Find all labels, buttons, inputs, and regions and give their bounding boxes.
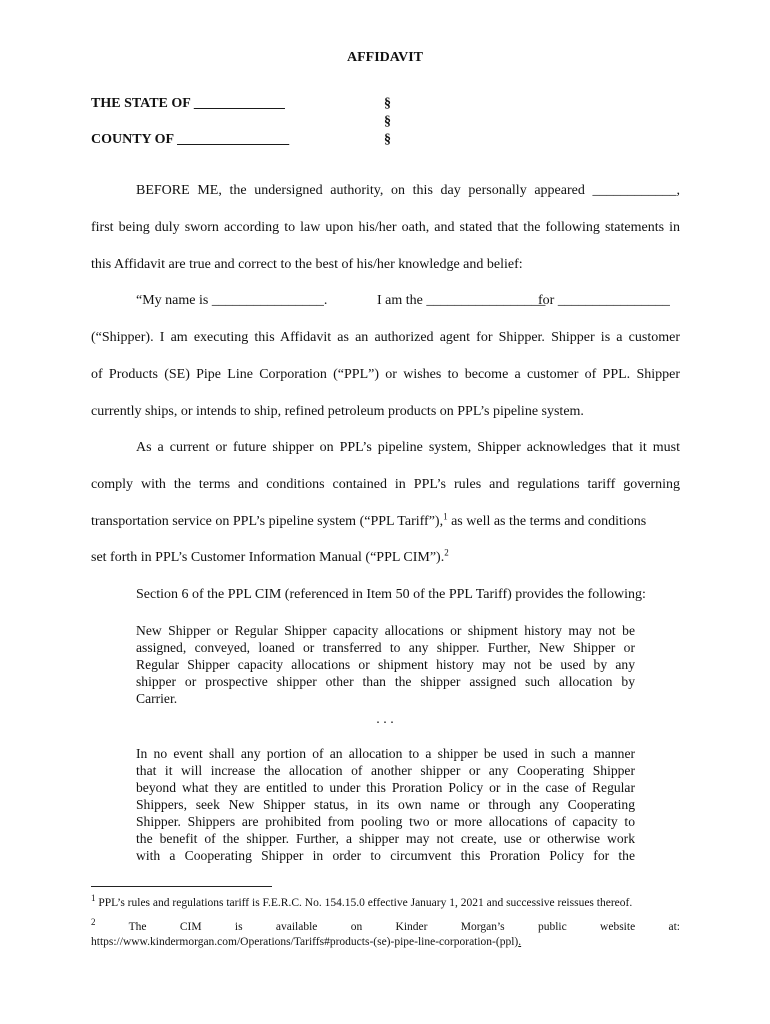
paragraph-text: as well as the terms and conditions: [447, 514, 647, 529]
footnote-ref-2: 2: [444, 547, 449, 558]
section-symbol: §: [384, 132, 391, 147]
paragraph-line: [91, 549, 449, 566]
quote-line: that it will increase the allocation of another shipper or any Cooperating Shipper: [136, 763, 635, 778]
section-symbol: §: [384, 114, 391, 129]
section-symbol: §: [384, 96, 391, 111]
paragraph-line: BEFORE ME, the undersigned authority, on this day personally appeared ____________,: [136, 183, 680, 198]
title-blank-text: I am the _________________: [377, 293, 546, 308]
county-line: COUNTY OF ________________: [91, 132, 290, 147]
state-line: THE STATE OF _____________: [91, 96, 285, 111]
quote-line: assigned, conveyed, loaned or transferred to any shipper. Further, New Shipper or: [136, 640, 635, 655]
paragraph-text: transportation service on PPL’s pipeline system (“PPL Tariff”),: [91, 514, 444, 529]
quote-line: Shipper. Shippers are prohibited from pooling two or more allocations of capacity to: [136, 814, 635, 829]
footnote-number: 1: [91, 893, 96, 904]
paragraph-line: this Affidavit are true and correct to the best of his/her knowledge and belief:: [91, 257, 523, 272]
name-blank-text: “My name is ________________.: [136, 293, 328, 308]
footnote-2-link-line: [91, 935, 521, 949]
quote-line: Regular Shipper capacity allocations or shipment history may not be used by any: [136, 657, 635, 672]
footnote-tail: .: [518, 936, 522, 948]
for-blank-text: for ________________: [538, 293, 670, 308]
paragraph-line: first being duly sworn according to law upon his/her oath, and stated that the following statements in: [91, 220, 680, 235]
footnote-2: [91, 917, 681, 934]
paragraph-line: comply with the terms and conditions contained in PPL’s rules and regulations tariff governing: [91, 477, 680, 492]
quote-line: New Shipper or Regular Shipper capacity allocations or shipment history may not be: [136, 623, 635, 638]
quote-line: with a Cooperating Shipper in order to circumvent this Proration Policy for the: [136, 848, 635, 863]
footnote-text: PPL’s rules and regulations tariff is F.E.R.C. No. 154.15.0 effective January 1, 2021 and successive reissues thereof.: [98, 897, 633, 909]
footnote-divider: [91, 886, 272, 887]
document-title: AFFIDAVIT: [347, 50, 423, 65]
footnote-number: 2: [91, 917, 96, 928]
quote-line: the benefit of the shipper. Further, a shipper may not create, use or otherwise work: [136, 831, 635, 846]
quote-line: Shippers, seek New Shipper status, in its own name or through any Cooperating: [136, 797, 635, 812]
paragraph-line: of Products (SE) Pipe Line Corporation (“PPL”) or wishes to become a customer of PPL. Shipper: [91, 367, 680, 382]
quote-ellipsis: . . .: [376, 712, 394, 727]
quote-line: shipper or prospective shipper other than the shipper assigned such allocation by: [136, 674, 635, 689]
paragraph-text: set forth in PPL’s Customer Information Manual (“PPL CIM”).: [91, 550, 445, 565]
footnote-1: [91, 893, 633, 910]
footnote-ref-1: 1: [443, 511, 448, 522]
quote-line: beyond what they are entitled to under this Proration Policy or in the case of Regular: [136, 780, 635, 795]
paragraph-line: [91, 513, 680, 530]
paragraph-line: (“Shipper). I am executing this Affidavit as an authorized agent for Shipper. Shipper is a customer: [91, 330, 680, 345]
paragraph-line: currently ships, or intends to ship, refined petroleum products on PPL’s pipeline system.: [91, 404, 584, 419]
quote-line: In no event shall any portion of an allocation to a shipper be used in such a manner: [136, 746, 635, 761]
footnote-text: The CIM is available on Kinder Morgan’s public website at:: [128, 921, 681, 933]
paragraph-line: Section 6 of the PPL CIM (referenced in Item 50 of the PPL Tariff) provides the following:: [136, 587, 646, 602]
quote-line: Carrier.: [136, 691, 178, 706]
paragraph-line: As a current or future shipper on PPL’s pipeline system, Shipper acknowledges that it must: [136, 440, 680, 455]
cim-website-link[interactable]: https://www.kindermorgan.com/Operations/Tariffs#products-(se)-pipe-line-corporation-(ppl): [91, 936, 519, 948]
